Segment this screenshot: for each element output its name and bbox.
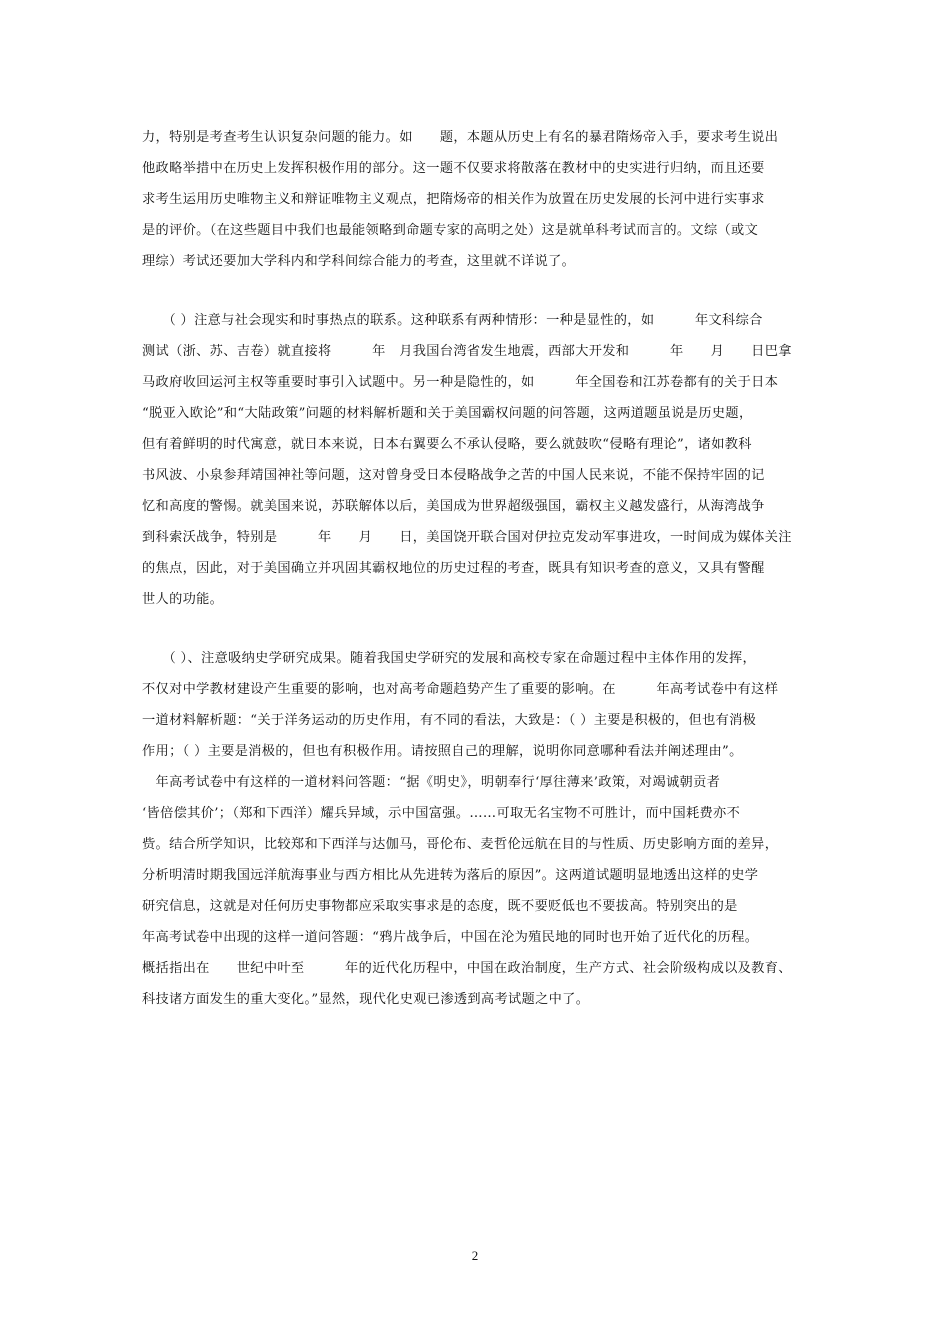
text-line: 赀。结合所学知识，比较郑和下西洋与达伽马，哥伦布、麦哲伦远航在目的与性质、历史影响方面的差异， <box>142 837 779 852</box>
text-line: 作用；（ ）主要是消极的，但也有积极作用。请按照自己的理解，说明你同意哪种看法并阐述理由”。 <box>142 744 743 759</box>
text-line: 他政略举措中在历史上发挥积极作用的部分。这一题不仅要求将散落在教材中的史实进行归纳，而且还要 <box>142 161 765 176</box>
text-line: 分析明清时期我国远洋航海事业与西方相比从先进转为落后的原因”。这两道试题明显地透出这样的史学 <box>142 868 759 883</box>
text-line: 科技诸方面发生的重大变化。”显然，现代化史观已渗透到高考试题之中了。 <box>142 992 590 1007</box>
paragraph-spacer <box>142 277 808 305</box>
text-line: “脱亚入欧论”和“大陆政策”问题的材料解析题和关于美国霸权问题的问答题，这两道题虽说是历史题， <box>142 406 753 421</box>
document-body <box>142 122 808 1015</box>
text-line: 年高考试卷中有这样的一道材料问答题：“据《明史》，明朝奉行‘厚往薄来’政策，对竭诚朝贡者 <box>142 775 721 790</box>
text-line: 到科索沃战争，特别是 年 月 日，美国饶开联合国对伊拉克发动军事进攻，一时间成为媒体关注 <box>142 530 792 545</box>
text-line: 求考生运用历史唯物主义和辩证唯物主义观点，把隋炀帝的相关作为放置在历史发展的长河中进行实事求 <box>142 192 765 207</box>
text-line: 忆和高度的警惕。就美国来说，苏联解体以后，美国成为世界超级强国，霸权主义越发盛行，从海湾战争 <box>142 499 765 514</box>
paragraph-3 <box>142 643 808 1015</box>
text-line: 是的评价。（在这些题目中我们也最能领略到命题专家的高明之处）这是就单科考试而言的。文综（或文 <box>142 223 759 238</box>
text-line: ‘皆倍偿其价’；（郑和下西洋）耀兵异域，示中国富强。……可取无名宝物不可胜计，而中国耗费亦不 <box>142 806 741 821</box>
text-line: 研究信息，这就是对任何历史事物都应采取实事求是的态度，既不要贬低也不要拔高。特别突出的是 <box>142 899 738 914</box>
page-number: 2 <box>471 1248 479 1263</box>
text-line: （ ）注意与社会现实和时事热点的联系。这种联系有两种情形：一种是显性的，如 年文科综合 <box>142 313 763 328</box>
text-line: 一道材料解析题：“关于洋务运动的历史作用，有不同的看法，大致是：（ ）主要是积极的，但也有消极 <box>142 713 757 728</box>
paragraph-2 <box>142 305 808 615</box>
text-line: （ ）、注意吸纳史学研究成果。随着我国史学研究的发展和高校专家在命题过程中主体作用的发挥， <box>142 651 757 666</box>
text-line: 年高考试卷中出现的这样一道问答题：“鸦片战争后，中国在沦为殖民地的同时也开始了近代化的历程。 <box>142 930 759 945</box>
paragraph-spacer <box>142 615 808 643</box>
text-line: 但有着鲜明的时代寓意，就日本来说，日本右翼要么不承认侵略，要么就鼓吹“侵略有理论”，诸如教科 <box>142 437 752 452</box>
paragraph-1 <box>142 122 808 277</box>
text-line: 马政府收回运河主权等重要时事引入试题中。另一种是隐性的，如 年全国卷和江苏卷都有的关于日本 <box>142 375 779 390</box>
text-line: 概括指出在 世纪中叶至 年的近代化历程中，中国在政治制度，生产方式、社会阶级构成以及教育、 <box>142 961 792 976</box>
text-line: 世人的功能。 <box>142 592 224 607</box>
text-line: 的焦点，因此，对于美国确立并巩固其霸权地位的历史过程的考查，既具有知识考查的意义，又具有警醒 <box>142 561 765 576</box>
text-line: 理综）考试还要加大学科内和学科间综合能力的考查，这里就不详说了。 <box>142 254 576 269</box>
text-line: 测试（浙、苏、吉卷）就直接将 年 月我国台湾省发生地震，西部大开发和 年 月 日巴拿 <box>142 344 792 359</box>
text-line: 不仅对中学教材建设产生重要的影响，也对高考命题趋势产生了重要的影响。在 年高考试卷中有这样 <box>142 682 779 697</box>
text-line: 力，特别是考查考生认识复杂问题的能力。如 题，本题从历史上有名的暴君隋炀帝入手，要求考生说出 <box>142 130 779 145</box>
text-line: 书风波、小泉参拜靖国神社等问题，这对曾身受日本侵略战争之苦的中国人民来说，不能不保持牢固的记 <box>142 468 765 483</box>
